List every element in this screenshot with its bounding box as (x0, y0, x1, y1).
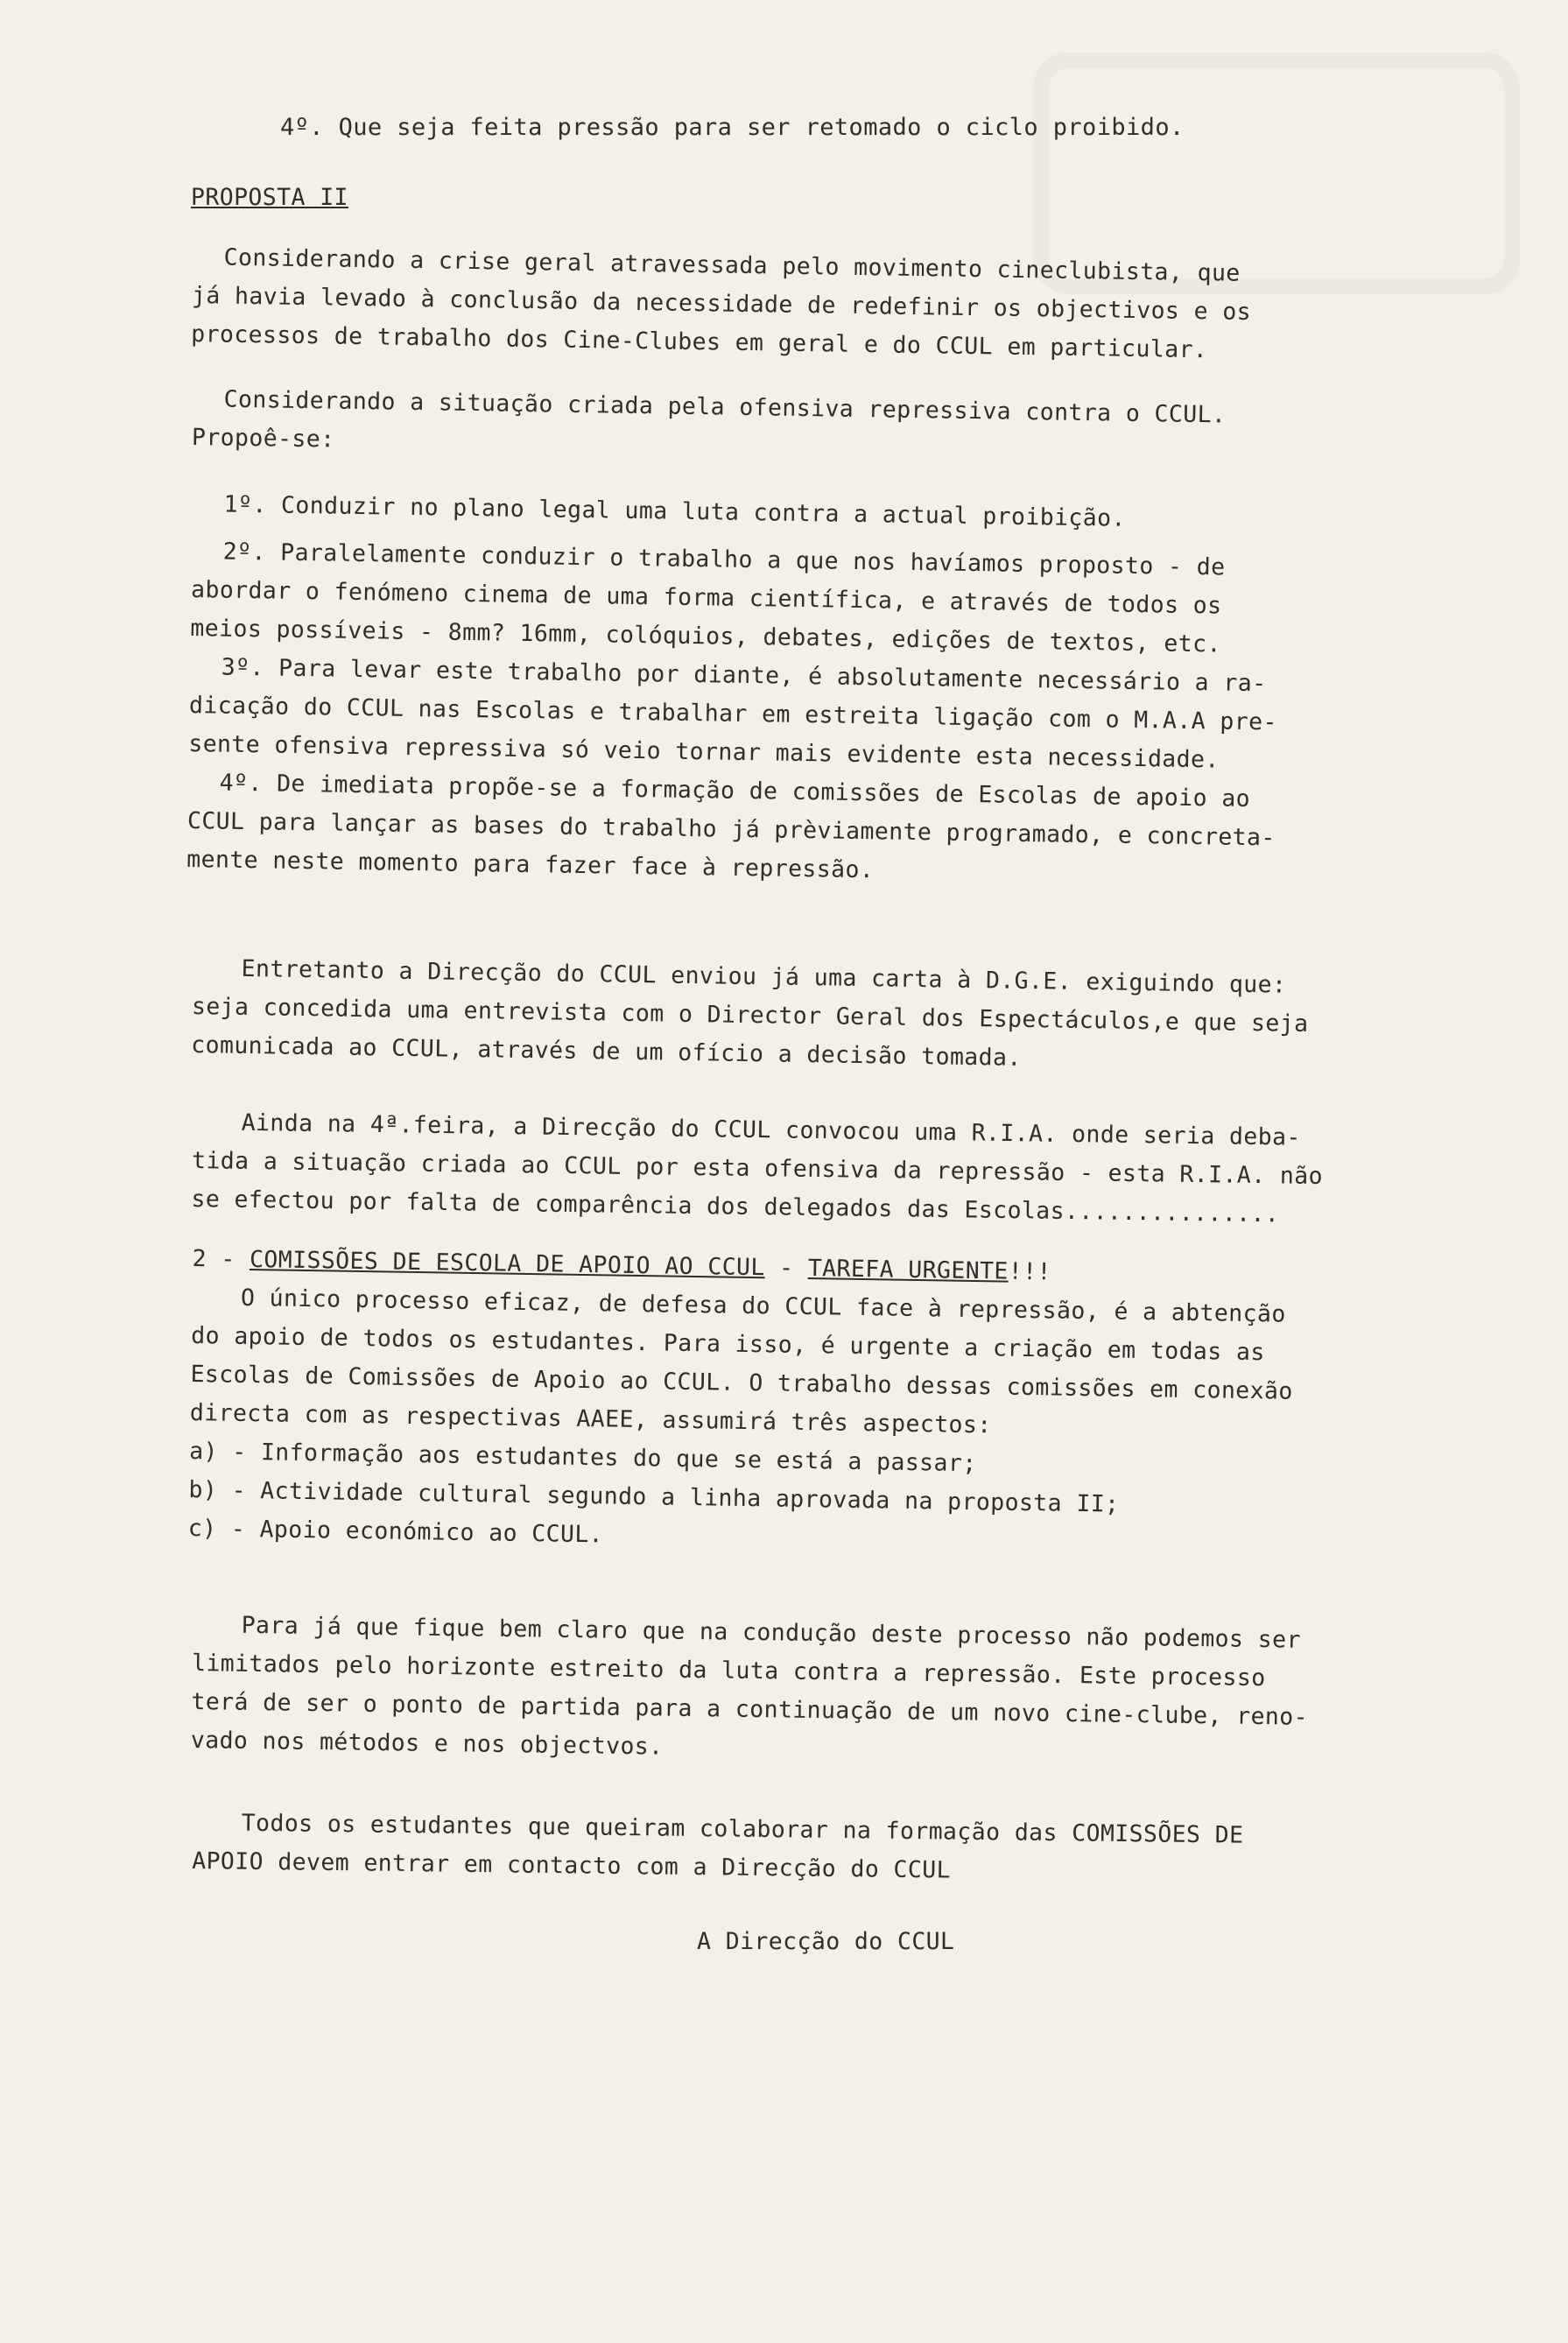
text-line: processos de trabalho dos Cine-Clubes em geral e do CCUL em particular. (191, 320, 1208, 364)
header-line: 4º. Que seja feita pressão para ser retomado o ciclo proibido. (280, 114, 1185, 141)
list-item-a: a) - Informação aos estudantes do que se está a passar; (188, 1437, 977, 1478)
text-line: directa com as respectivas AAEE, assumirá três aspectos: (189, 1398, 992, 1439)
text-line: sente ofensiva repressiva só veio tornar mais evidente esta necessidade. (188, 729, 1220, 774)
section-2-exclamation: !!! (1008, 1257, 1052, 1286)
text-line: vado nos métodos e nos objectvos. (190, 1726, 664, 1761)
paragraph-dge-letter (191, 949, 1418, 1084)
section-2-number: 2 - (192, 1244, 250, 1274)
proposta-item-3 (188, 648, 1416, 783)
text-line: tida a situação criada ao CCUL por esta ofensiva da repressão - esta R.I.A. não (191, 1146, 1324, 1191)
list-item-c: c) - Apoio económico ao CCUL. (187, 1514, 604, 1549)
text-line: APOIO devem entrar em contacto com a Direcção do CCUL (192, 1847, 952, 1884)
text-line: mente neste momento para fazer face à repressão. (186, 845, 875, 884)
text-line: Considerando a crise geral atravessada pelo movimento cineclubista, que (223, 243, 1241, 287)
text-line: dicação do CCUL nas Escolas e trabalhar em estreita ligação com o M.A.A pre- (188, 691, 1278, 736)
signature: A Direcção do CCUL (697, 1928, 955, 1955)
text-line: seja concedida uma entrevista com o Director Geral dos Espectáculos,e que seja (191, 992, 1309, 1038)
text-line: 4º. De imediata propõe-se a formação de comissões de Escolas de apoio ao (219, 769, 1251, 813)
text-line: se efectou por falta de comparência dos delegados das Escolas............... (191, 1185, 1280, 1228)
section-2-title: COMISSÕES DE ESCOLA DE APOIO AO CCUL (249, 1246, 766, 1282)
text-line: limitados pelo horizonte estreito da luta contra a repressão. Este processo (191, 1649, 1266, 1692)
text-line: Ainda na 4ª.feira, a Direcção do CCUL convocou uma R.I.A. onde seria deba- (241, 1108, 1302, 1151)
text-line: abordar o fenómeno cinema de uma forma científica, e através de todos os (190, 575, 1222, 620)
proposta-item-1 (192, 485, 1418, 543)
text-line: Escolas de Comissões de Apoio ao CCUL. O trabalho dessas comissões em conexão (190, 1360, 1293, 1405)
text-line: já havia levado à conclusão da necessidade de redefinir os objectivos e os (191, 281, 1252, 326)
text-line: CCUL para lançar as bases do trabalho já prèviamente programado, e concreta- (186, 806, 1276, 852)
paragraph-horizon (191, 1606, 1418, 1777)
proposta-heading: PROPOSTA II (191, 184, 348, 211)
section-2 (187, 1240, 1417, 1567)
proposta-paragraph-1 (191, 238, 1418, 373)
proposta-paragraph-2 (192, 380, 1418, 476)
text-line: Propoê-se: (191, 423, 335, 454)
text-line: 2º. Paralelamente conduzir o trabalho a que nos havíamos proposto - de (222, 538, 1226, 581)
text-line: Para já que fique bem claro que na condução deste processo não podemos ser (241, 1611, 1302, 1654)
text-line: 1º. Conduzir no plano legal uma luta contra a actual proibição. (223, 490, 1127, 532)
paragraph-call-to-action (192, 1804, 1418, 1896)
proposta-item-2 (190, 532, 1417, 667)
proposta-items (186, 485, 1418, 898)
text-line: comunicada ao CCUL, através de um ofício a decisão tomada. (191, 1031, 1022, 1072)
proposta-item-4 (186, 763, 1414, 898)
text-line: 3º. Para levar este trabalho por diante, é absolutamente necessário a ra- (221, 653, 1267, 698)
paragraph-ria (191, 1103, 1418, 1236)
list-item-b: b) - Actividade cultural segundo a linha aprovada na proposta II; (188, 1475, 1120, 1518)
text-line: Todos os estudantes que queiram colaborar na formação das COMISSÕES DE (241, 1809, 1244, 1849)
text-line: meios possíveis - 8mm? 16mm, colóquios, debates, edições de textos, etc. (190, 614, 1222, 658)
text-line: terá de ser o ponto de partida para a continuação de um novo cine-clube, reno- (191, 1687, 1309, 1731)
section-2-dash: - (764, 1254, 809, 1283)
section-2-urgent: TAREFA URGENTE (807, 1255, 1009, 1285)
text-line: O único processo eficaz, de defesa do CCUL face à repressão, é a abtenção (240, 1284, 1286, 1328)
text-line: Considerando a situação criada pela ofensiva repressiva contra o CCUL. (223, 385, 1227, 429)
text-line: Entretanto a Direcção do CCUL enviou já uma carta à D.G.E. exiguindo que: (241, 954, 1287, 999)
text-line: do apoio de todos os estudantes. Para isso, é urgente a criação em todas as (191, 1321, 1265, 1367)
